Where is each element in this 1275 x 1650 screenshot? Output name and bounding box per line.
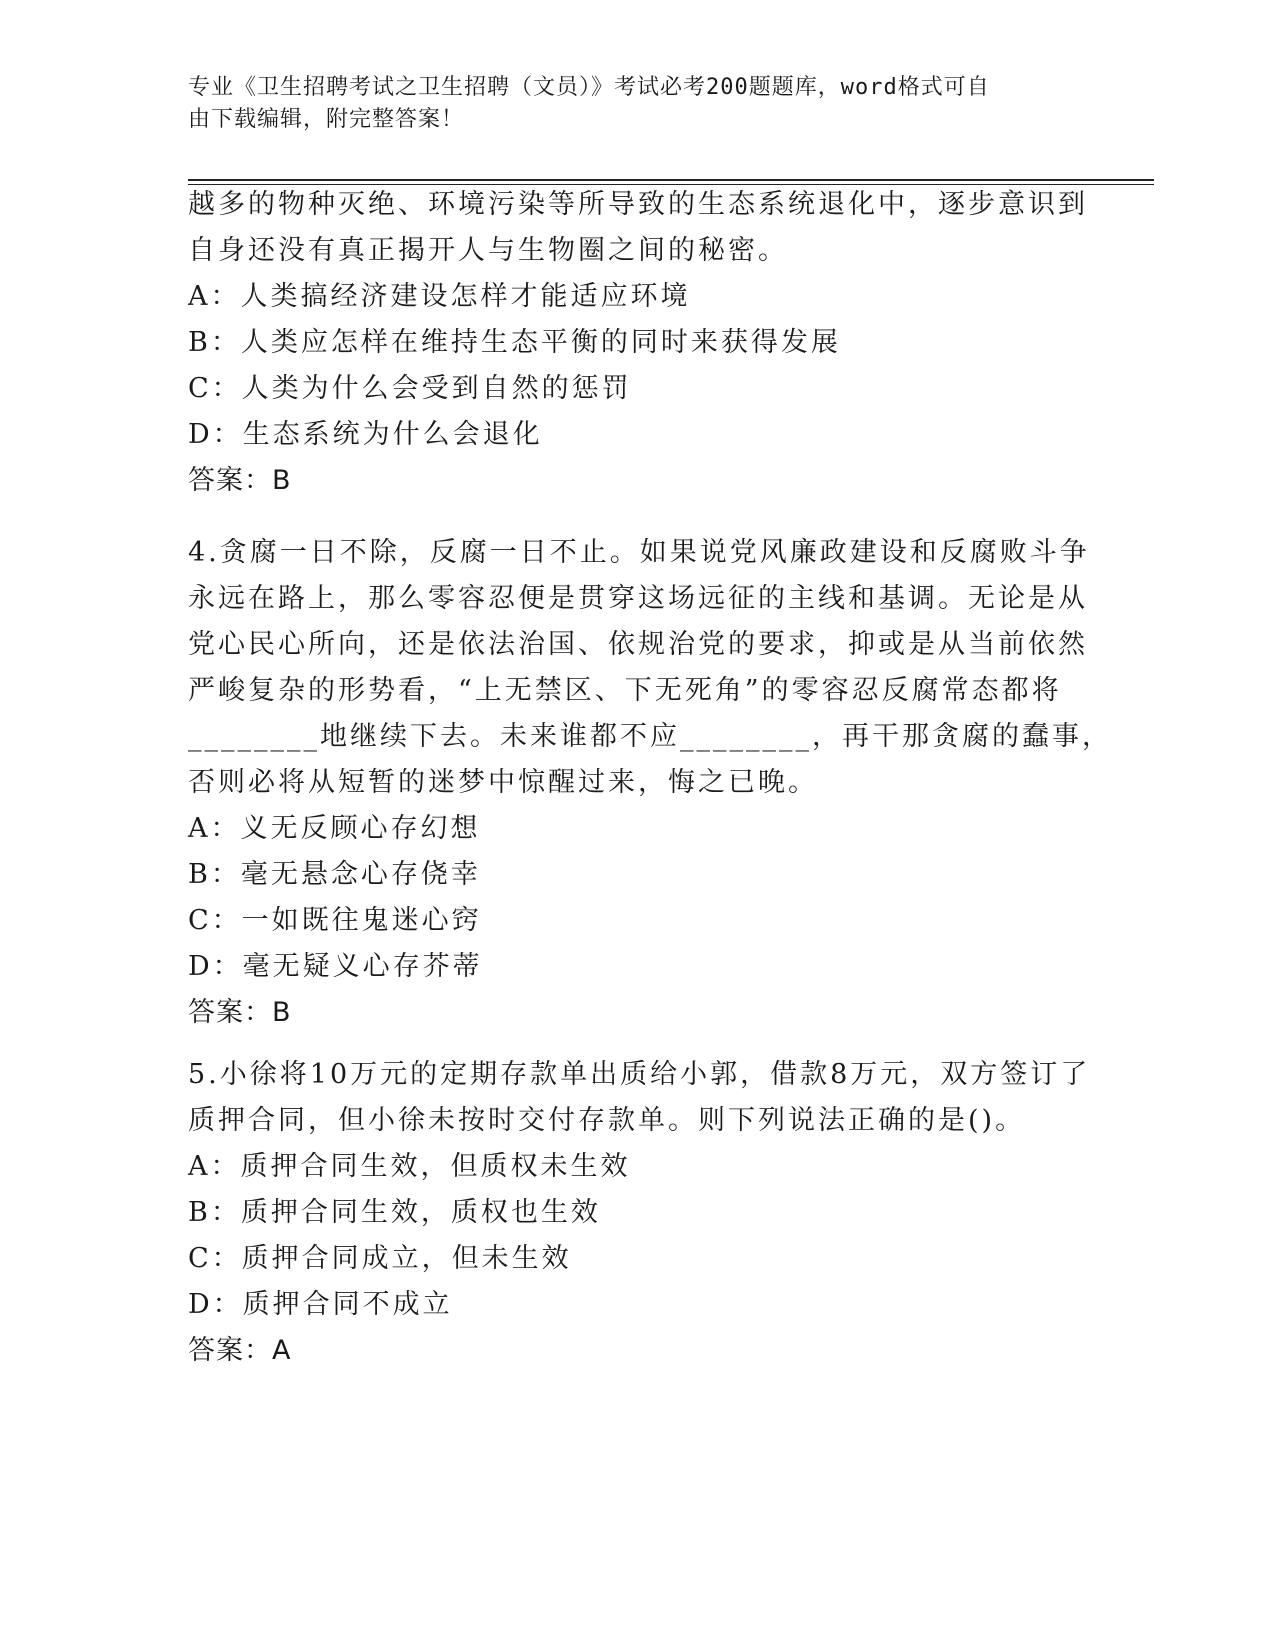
question-3-continuation xyxy=(188,182,1088,504)
answer-line: 答案：A xyxy=(188,1335,292,1366)
question-text-line: 否则必将从短暂的迷梦中惊醒过来，悔之已晚。 xyxy=(188,767,818,798)
question-text-line: 党心民心所向，还是依法治国、依规治党的要求，抑或是从当前依然 xyxy=(188,629,1088,660)
option-a: A：义无反顾心存幻想 xyxy=(188,813,481,844)
option-d: D：生态系统为什么会退化 xyxy=(188,419,543,450)
option-d: D：毫无疑义心存芥蒂 xyxy=(188,951,483,982)
option-c: C：一如既往鬼迷心窍 xyxy=(188,905,482,936)
option-b: B：毫无悬念心存侥幸 xyxy=(188,859,481,890)
option-b: B：质押合同生效，质权也生效 xyxy=(188,1197,601,1228)
option-c: C：人类为什么会受到自然的惩罚 xyxy=(188,373,632,404)
question-text-line: 严峻复杂的形势看，“上无禁区、下无死角”的零容忍反腐常态都将 xyxy=(188,675,1062,706)
option-b: B：人类应怎样在维持生态平衡的同时来获得发展 xyxy=(188,327,841,358)
question-text-line: 越多的物种灭绝、环境污染等所导致的生态系统退化中，逐步意识到 xyxy=(188,189,1088,220)
answer-line: 答案：B xyxy=(188,997,292,1028)
header-divider-thick xyxy=(188,179,1154,181)
question-text-line: ________地继续下去。未来谁都不应________，再干那贪腐的蠢事， xyxy=(188,721,1112,752)
question-5 xyxy=(188,1052,1091,1374)
option-c: C：质押合同成立，但未生效 xyxy=(188,1243,572,1274)
header-title-line-2: 由下载编辑，附完整答案！ xyxy=(188,107,465,132)
document-header xyxy=(188,72,1068,136)
question-text-line: 永远在路上，那么零容忍便是贯穿这场远征的主线和基调。无论是从 xyxy=(188,583,1088,614)
option-a: A：人类搞经济建设怎样才能适应环境 xyxy=(188,281,691,312)
question-text-line: 5.小徐将10万元的定期存款单出质给小郭，借款8万元，双方签订了 xyxy=(188,1059,1091,1090)
header-title-line-1: 专业《卫生招聘考试之卫生招聘（文员）》考试必考200题题库，word格式可自 xyxy=(188,75,990,100)
question-4 xyxy=(188,530,1112,1036)
question-text-line: 4.贪腐一日不除，反腐一日不止。如果说党风廉政建设和反腐败斗争 xyxy=(188,537,1090,568)
question-text-line: 自身还没有真正揭开人与生物圈之间的秘密。 xyxy=(188,235,788,266)
answer-line: 答案：B xyxy=(188,465,292,496)
option-d: D：质押合同不成立 xyxy=(188,1289,453,1320)
option-a: A：质押合同生效，但质权未生效 xyxy=(188,1151,631,1182)
question-text-line: 质押合同，但小徐未按时交付存款单。则下列说法正确的是()。 xyxy=(188,1105,1026,1136)
